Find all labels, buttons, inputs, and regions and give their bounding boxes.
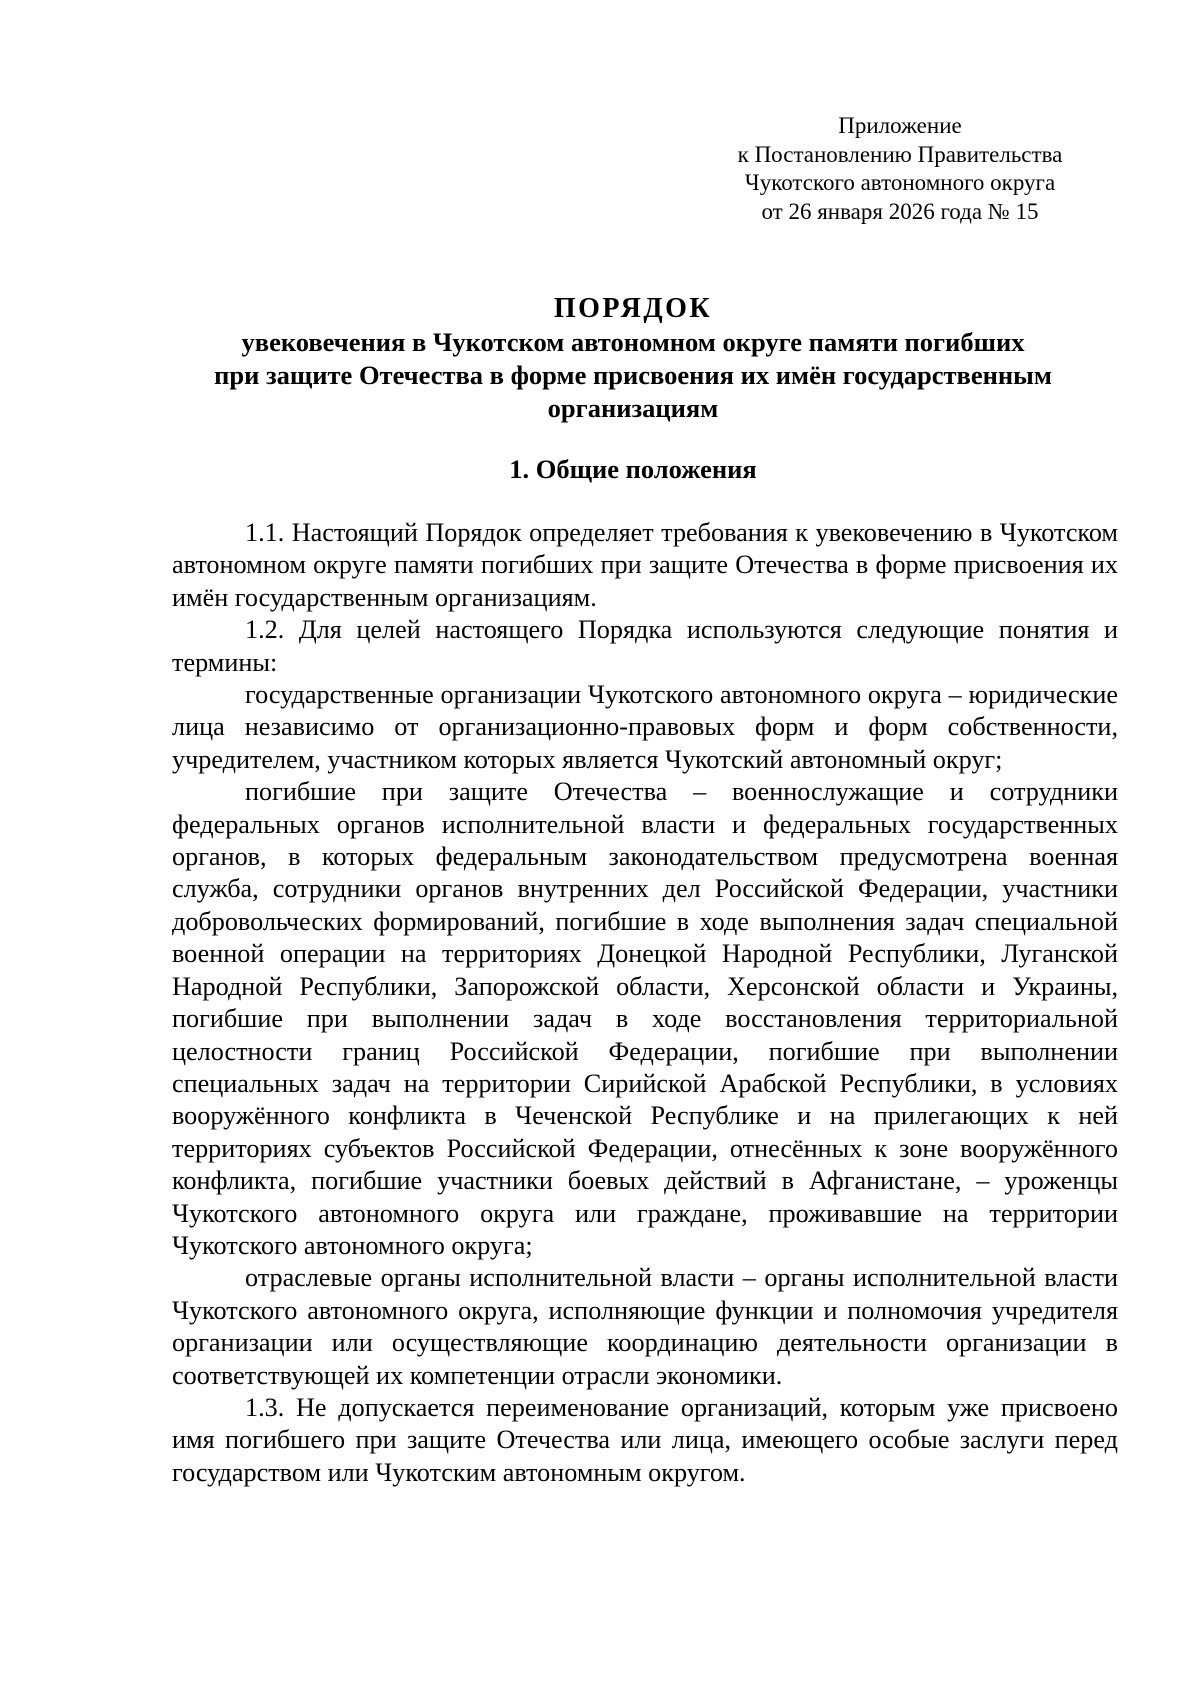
attachment-line-3: Чукотского автономного округа	[744, 170, 1056, 195]
paragraph-1-3: 1.3. Не допускается переименование организаций, которым уже присвоено имя погибшего при защите Отечества или лица, имеющего особые заслуги перед государством или Чукотским автономным округом.	[172, 1392, 1118, 1487]
paragraph-1-1: 1.1. Настоящий Порядок определяет требования к увековечению в Чукотском автономном округе памяти погибших при защите Отечества в форме присвоения их имён государственным организациям.	[172, 518, 1118, 612]
subtitle-line-3: организациям	[547, 393, 719, 423]
attachment-line-2: к Постановлению Правительства	[737, 141, 1063, 167]
subtitle-line-2: при защите Отечества в форме присвоения их имён государственным	[214, 360, 1052, 390]
document-title-block	[160, 292, 1106, 425]
section-heading: 1. Общие положения	[509, 454, 757, 484]
subtitle-line-1: увековечения в Чукотском автономном округе памяти погибших	[241, 327, 1025, 357]
definition-state-organizations: государственные организации Чукотского автономного округа – юридические лица независимо от организационно-правовых форм и форм собственности, учредителем, участником которых является Чукотский автономный округ;	[172, 680, 1118, 774]
document-title: ПОРЯДОК	[553, 293, 713, 324]
definition-fallen-defenders: погибшие при защите Отечества – военнослужащие и сотрудники федеральных органов исполнительной власти и федеральных государственных органов, в которых федеральным законодательством предусмотрена военная служба, сотрудники органов внутренних дел Российской Федерации, участники добровольческих формирований, погибшие в ходе выполнения задач специальной военной операции на территориях Донецкой Народной Республики, Луганской Народной Республики, Запорожской области, Херсонской области и Украины, погибшие при выполнении задач в ходе восстановления территориальной целостности границ Российской Федерации, погибшие при выполнении специальных задач на территории Сирийской Арабской Республики, в условиях вооружённого конфликта в Чеченской Республике и на прилегающих к ней территориях субъектов Российской Федерации, отнесённых к зоне вооружённого конфликта, погибшие участники боевых действий в Афганистане, – уроженцы Чукотского автономного округа или граждане, проживавшие на территории Чукотского автономного округа;	[172, 777, 1118, 1260]
definition-sectoral-bodies: отраслевые органы исполнительной власти – органы исполнительной власти Чукотского автономного округа, исполняющие функции и полномочия учредителя организации или осуществляющие координацию деятельности организации в соответствующей их компетенции отрасли экономики.	[172, 1263, 1118, 1390]
attachment-line-1: Приложение	[838, 113, 962, 138]
attachment-header	[700, 112, 1100, 226]
attachment-line-4: от 26 января 2026 года № 15	[761, 198, 1039, 224]
section-body	[172, 517, 1118, 1489]
document-subtitle	[160, 326, 1106, 425]
paragraph-1-2: 1.2. Для целей настоящего Порядка используются следующие понятия и термины:	[172, 615, 1118, 677]
